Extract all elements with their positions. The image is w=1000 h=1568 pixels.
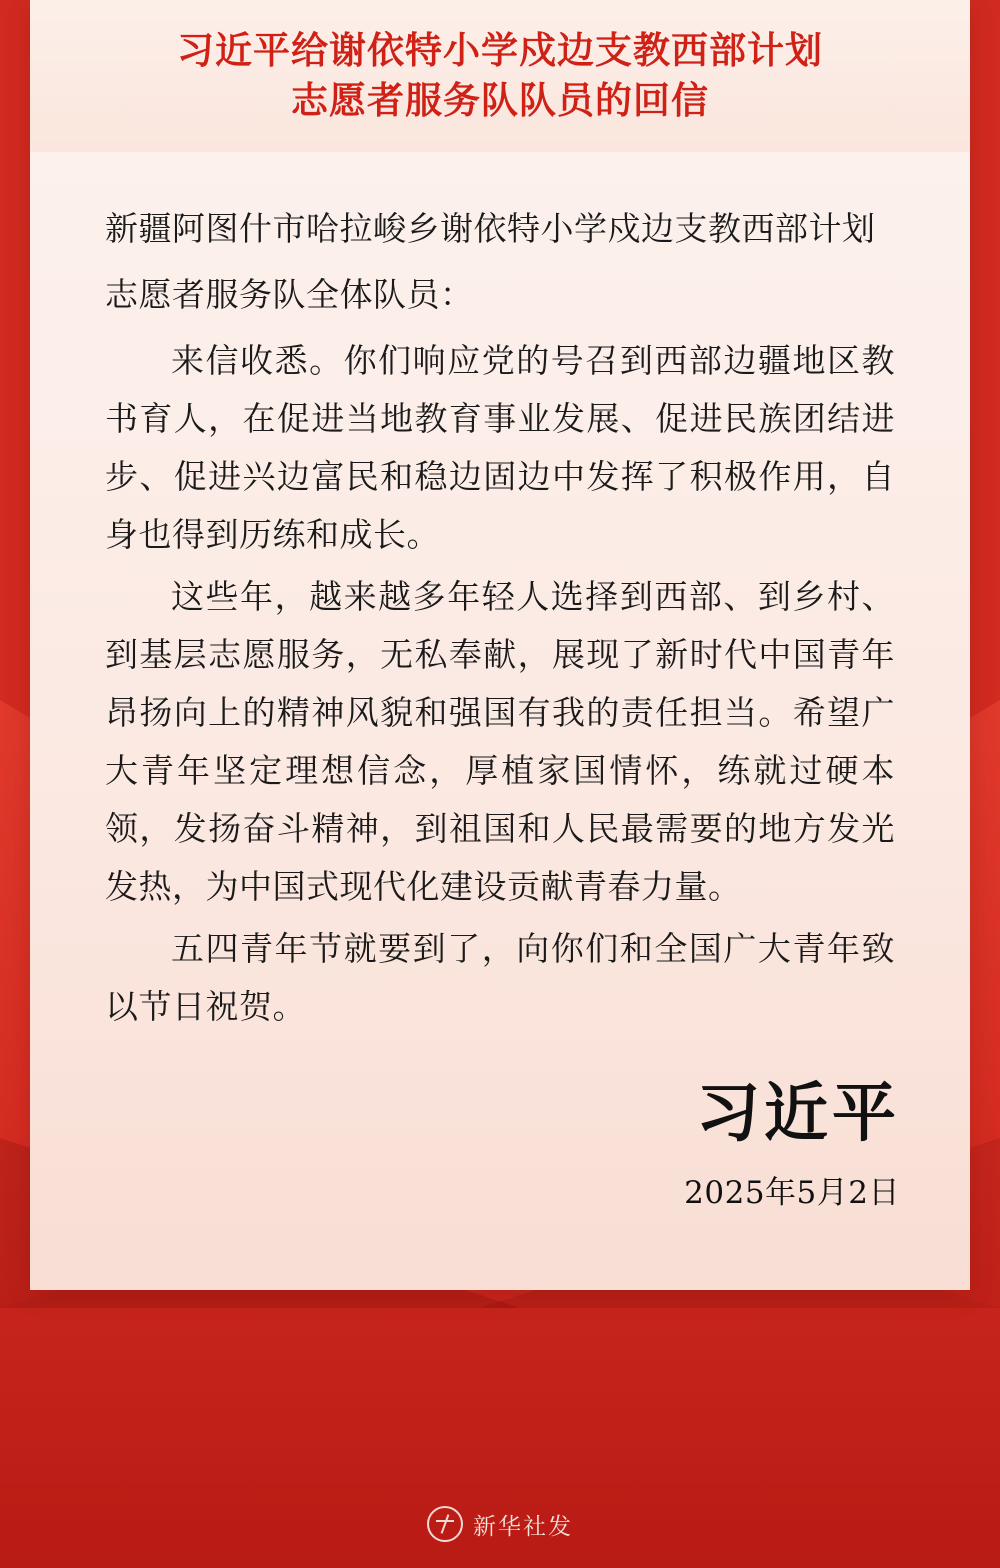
letter-paragraph-2: 这些年，越来越多年轻人选择到西部、到乡村、到基层志愿服务，无私奉献，展现了新时代中国青年昂扬向上的精神风貌和强国有我的责任担当。希望广大青年坚定理想信念，厚植家国情怀，练就过硬本领，发扬奋斗精神，到祖国和人民最需要的地方发光发热，为中国式现代化建设贡献青春力量。: [105, 577, 895, 906]
xinhua-logo-icon: [427, 1506, 463, 1542]
letter-body: [105, 200, 895, 1040]
letter-paragraph-3: 五四青年节就要到了，向你们和全国广大青年致以节日祝贺。: [105, 929, 895, 1026]
letter-paragraph-1: 来信收悉。你们响应党的号召到西部边疆地区教书育人，在促进当地教育事业发展、促进民族团结进步、促进兴边富民和稳边固边中发挥了积极作用，自身也得到历练和成长。: [105, 341, 895, 554]
page-title-line-2: 志愿者服务队队员的回信: [291, 79, 709, 122]
footer-credit-text: 新华社发: [473, 1513, 573, 1540]
signature-date: 2025年5月2日: [684, 1175, 900, 1211]
page-title-line-1: 习近平给谢依特小学戍边支教西部计划: [177, 29, 823, 72]
footer-credit: [0, 1506, 1000, 1542]
salutation-line-1: 新疆阿图什市哈拉峻乡谢依特小学戍边支教西部计划: [105, 209, 876, 248]
salutation-line-2: 志愿者服务队全体队员：: [105, 275, 474, 314]
signature-block: [684, 1075, 900, 1212]
poster-header: [30, 0, 970, 152]
signature-name: 习近平: [696, 1076, 900, 1151]
